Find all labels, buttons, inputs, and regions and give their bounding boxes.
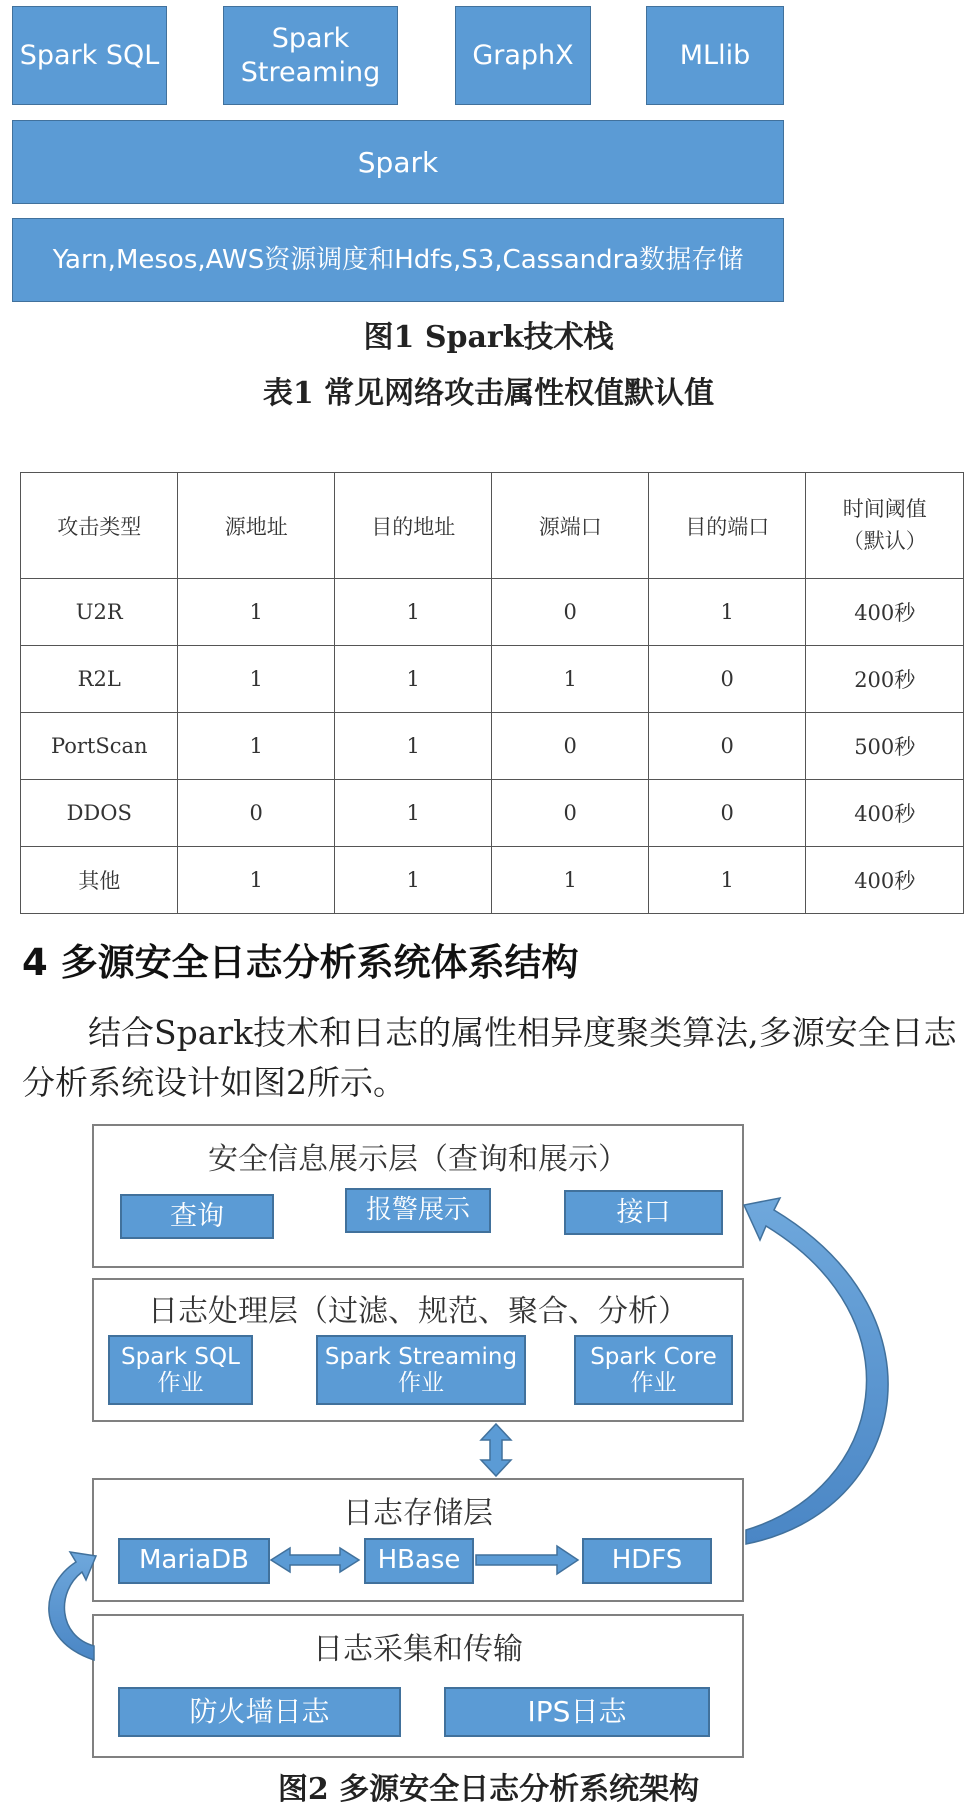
table-cell: 1 bbox=[492, 847, 649, 914]
table-cell: 500秒 bbox=[806, 713, 964, 780]
interface-box: 接口 bbox=[564, 1190, 723, 1235]
table-cell: U2R bbox=[21, 579, 178, 646]
section-heading: 4 多源安全日志分析系统体系结构 bbox=[22, 941, 579, 984]
hbase-box: HBase bbox=[364, 1538, 474, 1584]
table-cell: 400秒 bbox=[806, 579, 964, 646]
table-cell: 0 bbox=[649, 646, 806, 713]
mllib-box: MLlib bbox=[646, 6, 784, 105]
table-cell: 1 bbox=[178, 646, 335, 713]
body-paragraph: 结合Spark技术和日志的属性相异度聚类算法,多源安全日志分析系统设计如图2所示。 bbox=[22, 1013, 957, 1102]
table-cell: 1 bbox=[649, 579, 806, 646]
table-cell: 1 bbox=[335, 847, 492, 914]
table-cell: 0 bbox=[492, 713, 649, 780]
query-box: 查询 bbox=[120, 1194, 274, 1239]
spark-box: Spark bbox=[12, 120, 784, 204]
figure-2-caption: 图2 多源安全日志分析系统架构 bbox=[277, 1772, 700, 1807]
header-cell: 时间阈值（默认） bbox=[806, 473, 964, 579]
spark-streaming-job-box: Spark Streaming 作业 bbox=[316, 1335, 526, 1405]
table-cell: 其他 bbox=[21, 847, 178, 914]
vertical-double-arrow bbox=[481, 1424, 511, 1476]
hbase-hdfs-arrow bbox=[476, 1546, 578, 1574]
storage-to-display-curved-arrow bbox=[744, 1198, 888, 1544]
mariadb-hbase-double-arrow bbox=[271, 1548, 359, 1572]
header-cell: 源地址 bbox=[178, 473, 335, 579]
layer-title: 日志存储层 bbox=[343, 1496, 493, 1531]
table-cell: 0 bbox=[649, 780, 806, 847]
table-cell: 0 bbox=[649, 713, 806, 780]
table-cell: 1 bbox=[335, 579, 492, 646]
table-cell: R2L bbox=[21, 646, 178, 713]
table-cell: 1 bbox=[335, 780, 492, 847]
table-1-caption: 表1 常见网络攻击属性权值默认值 bbox=[262, 376, 715, 411]
alarm-display-box: 报警展示 bbox=[345, 1188, 491, 1233]
table-cell: 1 bbox=[178, 847, 335, 914]
header-cell: 目的地址 bbox=[335, 473, 492, 579]
table-cell: PortScan bbox=[21, 713, 178, 780]
layer-title: 日志处理层（过滤、规范、聚合、分析） bbox=[148, 1294, 688, 1329]
table-cell: 200秒 bbox=[806, 646, 964, 713]
mariadb-box: MariaDB bbox=[118, 1538, 270, 1584]
table-cell: 1 bbox=[335, 646, 492, 713]
table-cell: 400秒 bbox=[806, 780, 964, 847]
table-cell: 1 bbox=[178, 713, 335, 780]
table-cell: 1 bbox=[335, 713, 492, 780]
hdfs-box: HDFS bbox=[582, 1538, 712, 1584]
header-cell: 攻击类型 bbox=[21, 473, 178, 579]
resource-storage-box: Yarn,Mesos,AWS资源调度和Hdfs,S3,Cassandra数据存储 bbox=[12, 218, 784, 302]
spark-sql-box: Spark SQL bbox=[12, 6, 167, 105]
table-cell: 1 bbox=[178, 579, 335, 646]
table-cell: 0 bbox=[178, 780, 335, 847]
figure-1-caption: 图1 Spark技术栈 bbox=[363, 320, 614, 355]
header-cell: 目的端口 bbox=[649, 473, 806, 579]
table-cell: 400秒 bbox=[806, 847, 964, 914]
spark-streaming-box: Spark Streaming bbox=[223, 6, 398, 105]
table-cell: 0 bbox=[492, 579, 649, 646]
layer-title: 日志采集和传输 bbox=[313, 1632, 523, 1667]
firewall-log-box: 防火墙日志 bbox=[118, 1687, 401, 1737]
header-cell: 源端口 bbox=[492, 473, 649, 579]
graphx-box: GraphX bbox=[455, 6, 591, 105]
spark-core-job-box: Spark Core 作业 bbox=[574, 1335, 733, 1405]
table-cell: 1 bbox=[649, 847, 806, 914]
table-cell: 0 bbox=[492, 780, 649, 847]
collection-to-storage-curved-arrow bbox=[49, 1552, 96, 1660]
spark-sql-job-box: Spark SQL 作业 bbox=[108, 1335, 253, 1405]
table-cell: DDOS bbox=[21, 780, 178, 847]
ips-log-box: IPS日志 bbox=[444, 1687, 710, 1737]
table-cell: 1 bbox=[492, 646, 649, 713]
layer-title: 安全信息展示层（查询和展示） bbox=[208, 1142, 628, 1177]
